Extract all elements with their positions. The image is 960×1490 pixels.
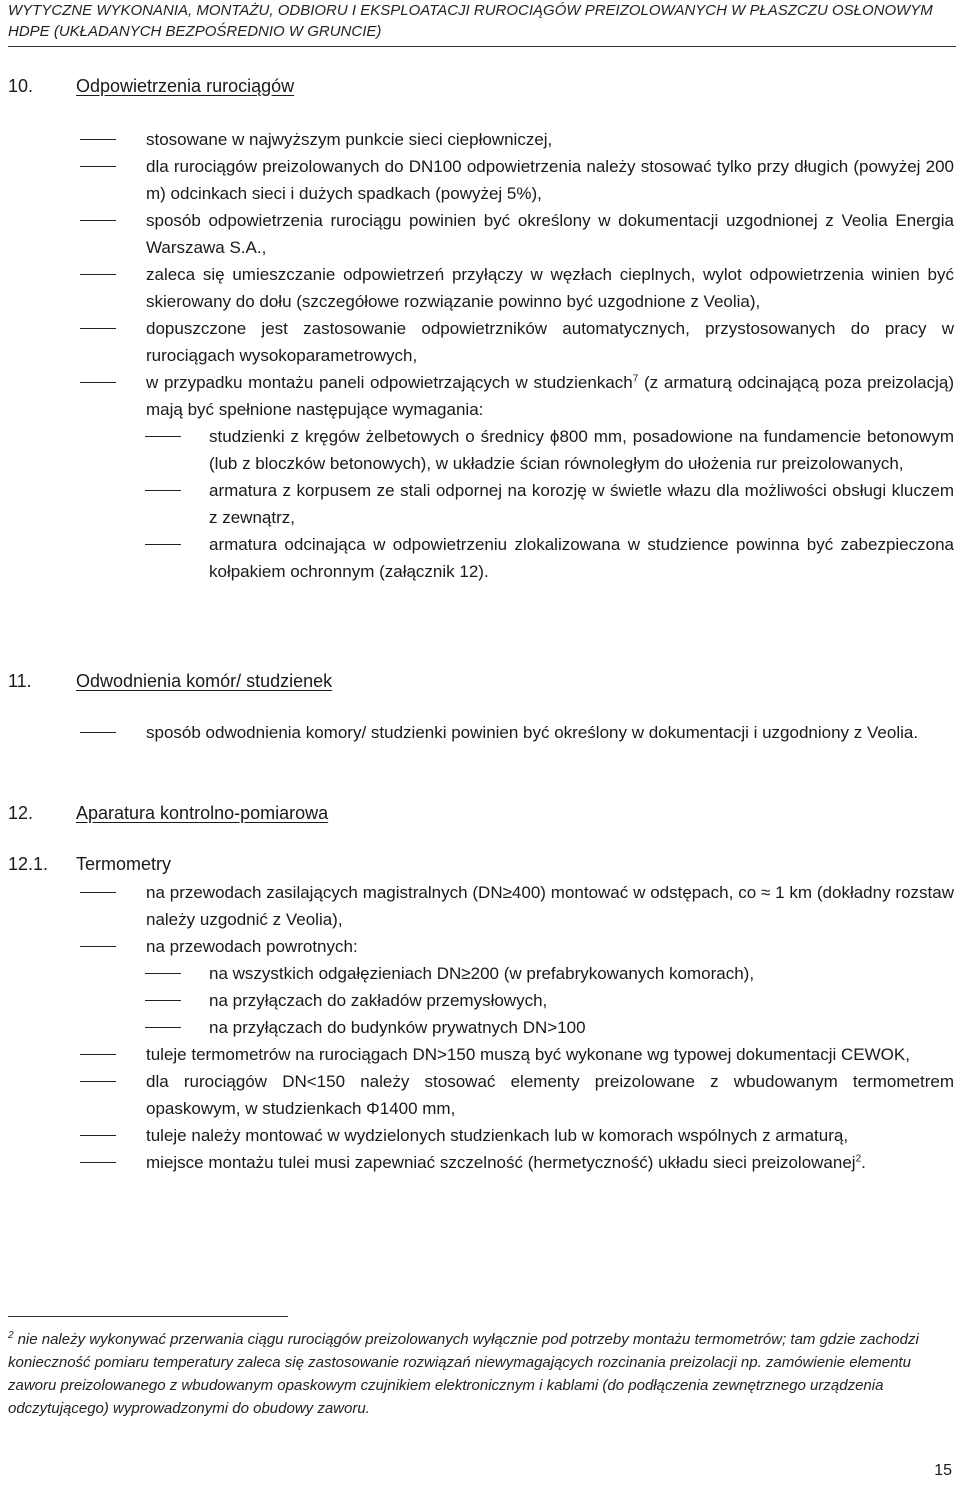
list-item: tuleje należy montować w wydzielonych studzienkach lub w komorach wspólnych z armaturą, bbox=[146, 1122, 954, 1149]
list-subitem: armatura odcinająca w odpowietrzeniu zlokalizowana w studzience powinna być zabezpieczona kołpakiem ochronnym (załącznik 12). bbox=[209, 531, 954, 585]
dash-bullet bbox=[145, 1027, 181, 1028]
section-10-heading bbox=[8, 75, 294, 97]
dash-bullet bbox=[145, 490, 181, 491]
dash-bullet bbox=[80, 220, 116, 221]
list-item: na przewodach zasilających magistralnych (DN≥400) montować w odstępach, co ≈ 1 km (dokładny rozstaw należy uzgodnić z Veolia), bbox=[146, 879, 954, 933]
section-12-1-heading bbox=[8, 853, 171, 875]
dash-bullet bbox=[145, 973, 181, 974]
list-subitem: na wszystkich odgałęzieniach DN≥200 (w prefabrykowanych komorach), bbox=[209, 960, 954, 987]
dash-bullet bbox=[80, 382, 116, 383]
dash-bullet bbox=[80, 139, 116, 140]
list-item: sposób odwodnienia komory/ studzienki powinien być określony w dokumentacji i uzgodniony z Veolia. bbox=[146, 719, 954, 746]
dash-bullet bbox=[80, 328, 116, 329]
page-number: 15 bbox=[934, 1462, 952, 1479]
dash-bullet bbox=[145, 544, 181, 545]
dash-bullet bbox=[80, 1081, 116, 1082]
footnote-rule bbox=[8, 1316, 288, 1317]
dash-bullet bbox=[80, 732, 116, 733]
dash-bullet bbox=[145, 1000, 181, 1001]
dash-bullet bbox=[145, 436, 181, 437]
footnote-marker: 2 bbox=[8, 1330, 14, 1341]
section-10-list bbox=[0, 126, 960, 585]
list-item: tuleje termometrów na rurociągach DN>150 muszą być wykonane wg typowej dokumentacji CEWOK, bbox=[146, 1041, 954, 1068]
list-item: dopuszczone jest zastosowanie odpowietrzników automatycznych, przystosowanych do pracy w rurociągach wysokoparametrowych, bbox=[146, 315, 954, 369]
header-line-2: HDPE (UKŁADANYCH BEZPOŚREDNIO W GRUNCIE) bbox=[8, 23, 382, 40]
section-11-list bbox=[0, 719, 960, 746]
list-subitem: na przyłączach do zakładów przemysłowych, bbox=[209, 987, 954, 1014]
dash-bullet bbox=[80, 892, 116, 893]
header-rule bbox=[8, 46, 956, 47]
footnote-ref: 2 bbox=[855, 1153, 862, 1165]
dash-bullet bbox=[80, 1054, 116, 1055]
list-subitem: armatura z korpusem ze stali odpornej na korozję w świetle włazu dla możliwości obsługi kluczem z zewnątrz, bbox=[209, 477, 954, 531]
list-item: zaleca się umieszczanie odpowietrzeń przyłączy w węzłach cieplnych, wylot odpowietrzenia winien być skierowany do dołu (szczegółowe rozwiązanie powinno być uzgodnione z Veolia), bbox=[146, 261, 954, 315]
section-number: 12. bbox=[8, 803, 34, 823]
dash-bullet bbox=[80, 166, 116, 167]
section-12-1-list bbox=[0, 879, 960, 1176]
dash-bullet bbox=[80, 1135, 116, 1136]
footnote-ref: 7 bbox=[632, 373, 639, 385]
dash-bullet bbox=[80, 946, 116, 947]
list-item: miejsce montażu tulei musi zapewniać szczelność (hermetyczność) układu sieci preizolowanej$^2$. bbox=[146, 1149, 954, 1176]
list-item: na przewodach powrotnych: bbox=[146, 933, 954, 960]
list-item: stosowane w najwyższym punkcie sieci ciepłowniczej, bbox=[146, 126, 954, 153]
running-header bbox=[8, 0, 948, 42]
section-number: 10. bbox=[8, 76, 34, 96]
section-number: 12.1. bbox=[8, 854, 49, 874]
list-item: dla rurociągów DN<150 należy stosować elementy preizolowane z wbudowanym termometrem opaskowym, w studzienkach Φ1400 mm, bbox=[146, 1068, 954, 1122]
list-item: dla rurociągów preizolowanych do DN100 odpowietrzenia należy stosować tylko przy długich (powyżej 200 m) odcinkach sieci i dużych spadkach (powyżej 5%), bbox=[146, 153, 954, 207]
list-item: sposób odpowietrzenia rurociągu powinien być określony w dokumentacji uzgodnionej z Veolia Energia Warszawa S.A., bbox=[146, 207, 954, 261]
section-11-heading bbox=[8, 670, 332, 692]
dash-bullet bbox=[80, 1162, 116, 1163]
list-subitem: studzienki z kręgów żelbetowych o średnicy ϕ800 mm, posadowione na fundamencie betonowym (lub z bloczków betonowych), w układzie ścian równoległym do ułożenia rur preizolowanych, bbox=[209, 423, 954, 477]
header-line-1: WYTYCZNE WYKONANIA, MONTAŻU, ODBIORU I EKSPLOATACJI RUROCIĄGÓW PREIZOLOWANYCH W PŁASZCZU OSŁONOWYM bbox=[8, 2, 933, 19]
section-number: 11. bbox=[8, 671, 32, 691]
section-title: Odwodnienia komór/ studzienek bbox=[76, 671, 333, 691]
section-title: Aparatura kontrolno-pomiarowa bbox=[76, 803, 329, 823]
list-item: w przypadku montażu paneli odpowietrzających w studzienkach$^7$ (z armaturą odcinającą poza preizolacją) mają być spełnione następujące wymagania: bbox=[146, 369, 954, 423]
footnote-text: nie należy wykonywać przerwania ciągu rurociągów preizolowanych wyłącznie pod potrzeby montażu termometrów; tam gdzie zachodzi konieczność pomiaru temperatury zaleca się zastosowanie rozwiązań niewymagających rozcinania preizolacji np. zamówienie elementu zaworu preizolowanego z wbudowanym opaskowym czujnikiem elektronicznym i kablami (do podłączenia zewnętrznego urządzenia odczytującego) wyprowadzonymi do obudowy zaworu. bbox=[8, 1331, 919, 1417]
section-title: Odpowietrzenia rurociągów bbox=[76, 76, 295, 96]
section-12-heading bbox=[8, 802, 328, 824]
footnote bbox=[8, 1328, 952, 1420]
dash-bullet bbox=[80, 274, 116, 275]
list-subitem: na przyłączach do budynków prywatnych DN>100 bbox=[209, 1014, 954, 1041]
section-title: Termometry bbox=[76, 854, 172, 874]
